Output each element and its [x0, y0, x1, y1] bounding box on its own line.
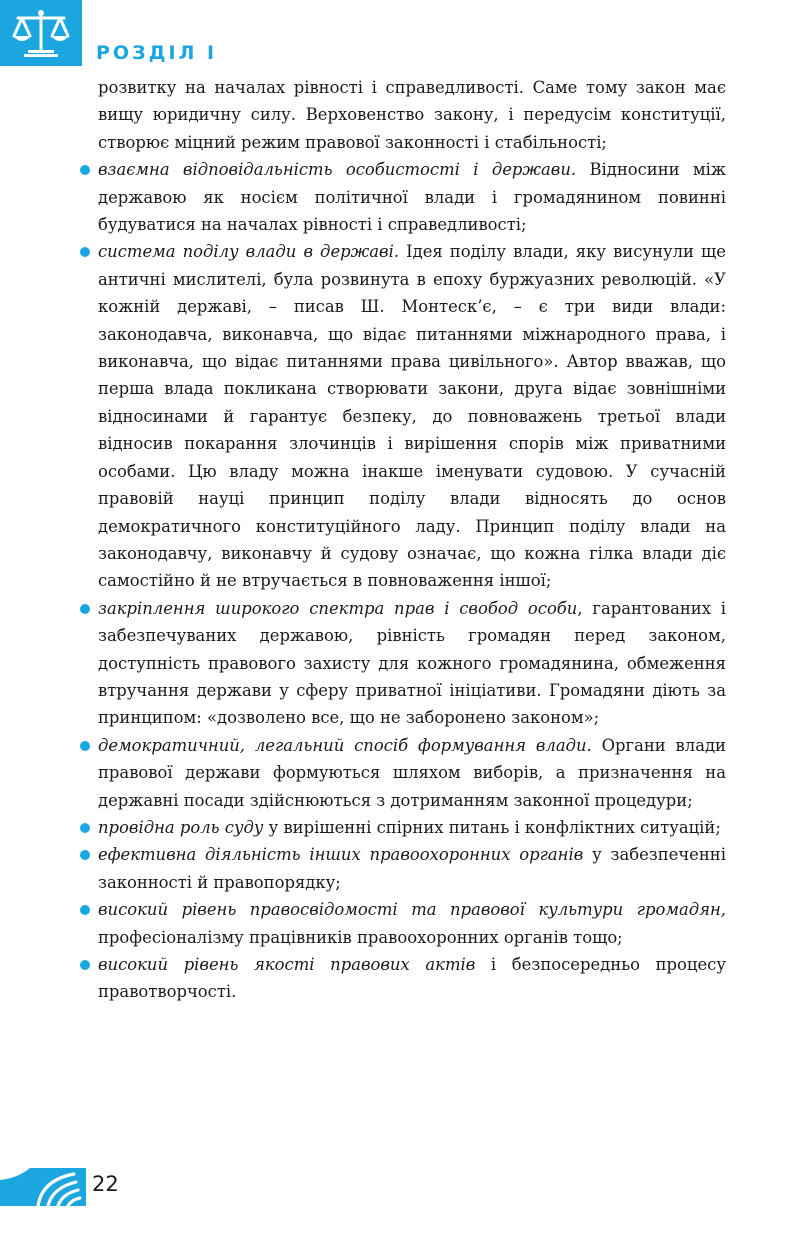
page-number: 22 — [92, 1172, 119, 1196]
list-item — [74, 814, 726, 841]
section-title: РОЗДІЛ І — [96, 42, 218, 64]
list-item — [74, 732, 726, 814]
bullet-icon — [80, 247, 90, 257]
main-text — [74, 74, 726, 1006]
item-term: високий рівень правосвідомості та правової культури громадян, — [98, 900, 726, 920]
item-text: Відносини між державою як носієм політичної влади і громадянином повинні будуватися на началах рівності і справедливості; — [98, 160, 726, 235]
item-text: , гарантованих і забезпечуваних державою, рівність громадян перед законом, доступність правового захисту для кожного громадянина, обмеження втручання держави у сферу приватної ініціативи. Громадяни діють за принципом: «дозволено все, що не заборонено законом»; — [98, 598, 726, 728]
item-term: система поділу влади в державі. — [98, 242, 400, 262]
list-item — [74, 896, 726, 951]
bullet-icon — [80, 741, 90, 751]
item-term: закріплення широкого спектра прав і свобод особи — [98, 598, 578, 618]
list-item — [74, 156, 726, 238]
item-term: провідна роль суду — [98, 817, 264, 837]
list-item — [74, 951, 726, 1006]
item-term: високий рівень якості правових актів — [98, 955, 476, 974]
list-item — [74, 595, 726, 732]
bullet-icon — [80, 165, 90, 175]
item-text: у вирішенні спірних питань і конфліктних ситуацій; — [263, 817, 721, 837]
scales-icon — [10, 8, 72, 58]
bullet-icon — [80, 850, 90, 860]
item-text: професіоналізму працівників правоохоронних органів тощо; — [98, 927, 623, 947]
list-item — [74, 841, 726, 896]
bullet-icon — [80, 960, 90, 970]
item-text: Органи влади правової держави формуються шляхом виборів, а призначення на державні посади здійснюються з дотриманням законної процедури; — [98, 735, 726, 810]
chapter-header-box — [0, 0, 82, 66]
intro-paragraph: розвитку на началах рівності і справедливості. Саме тому закон має вищу юридичну силу. Верховенство закону, і передусім конституції, створює міцний режим правової законності і стабільності; — [98, 78, 726, 152]
bullet-icon — [80, 823, 90, 833]
list-item — [74, 238, 726, 594]
item-term: ефективна діяльність інших правоохоронних органів — [98, 845, 584, 865]
item-term: демократичний, легальний спосіб формування влади. — [98, 735, 592, 755]
wave-lines-icon — [0, 1164, 86, 1206]
item-text: і безпосередньо процесу правотворчості. — [98, 955, 726, 1002]
item-term: взаємна відповідальність особистості і держави. — [98, 160, 577, 180]
bullet-icon — [80, 905, 90, 915]
item-text: Ідея поділу влади, яку висунули ще античні мислителі, була розвинута в епоху буржуазних революцій. «У кожній державі, – писав Ш. Монтеск’є, – є три види влади: законодавча, виконавча, що відає питаннями міжнародного права, і виконавча, що відає питаннями права цивільного». Автор вважав, що перша влада покликана створювати закони, друга відає зовнішніми відносинами й гарантує безпеку, до повноважень третьої влади відносив покарання злочинців і вирішення спорів між приватними особами. Цю владу можна інакше іменувати судовою. У сучасній правовій науці принцип поділу влади відносять до основ демократичного конституційного ладу. Принцип поділу влади на законодавчу, виконавчу й судову означає, що кожна гілка влади діє самостійно й не втручається в повноваження іншої; — [98, 242, 726, 591]
item-text: у забезпеченні законності й правопорядку; — [98, 845, 726, 892]
bullet-icon — [80, 604, 90, 614]
